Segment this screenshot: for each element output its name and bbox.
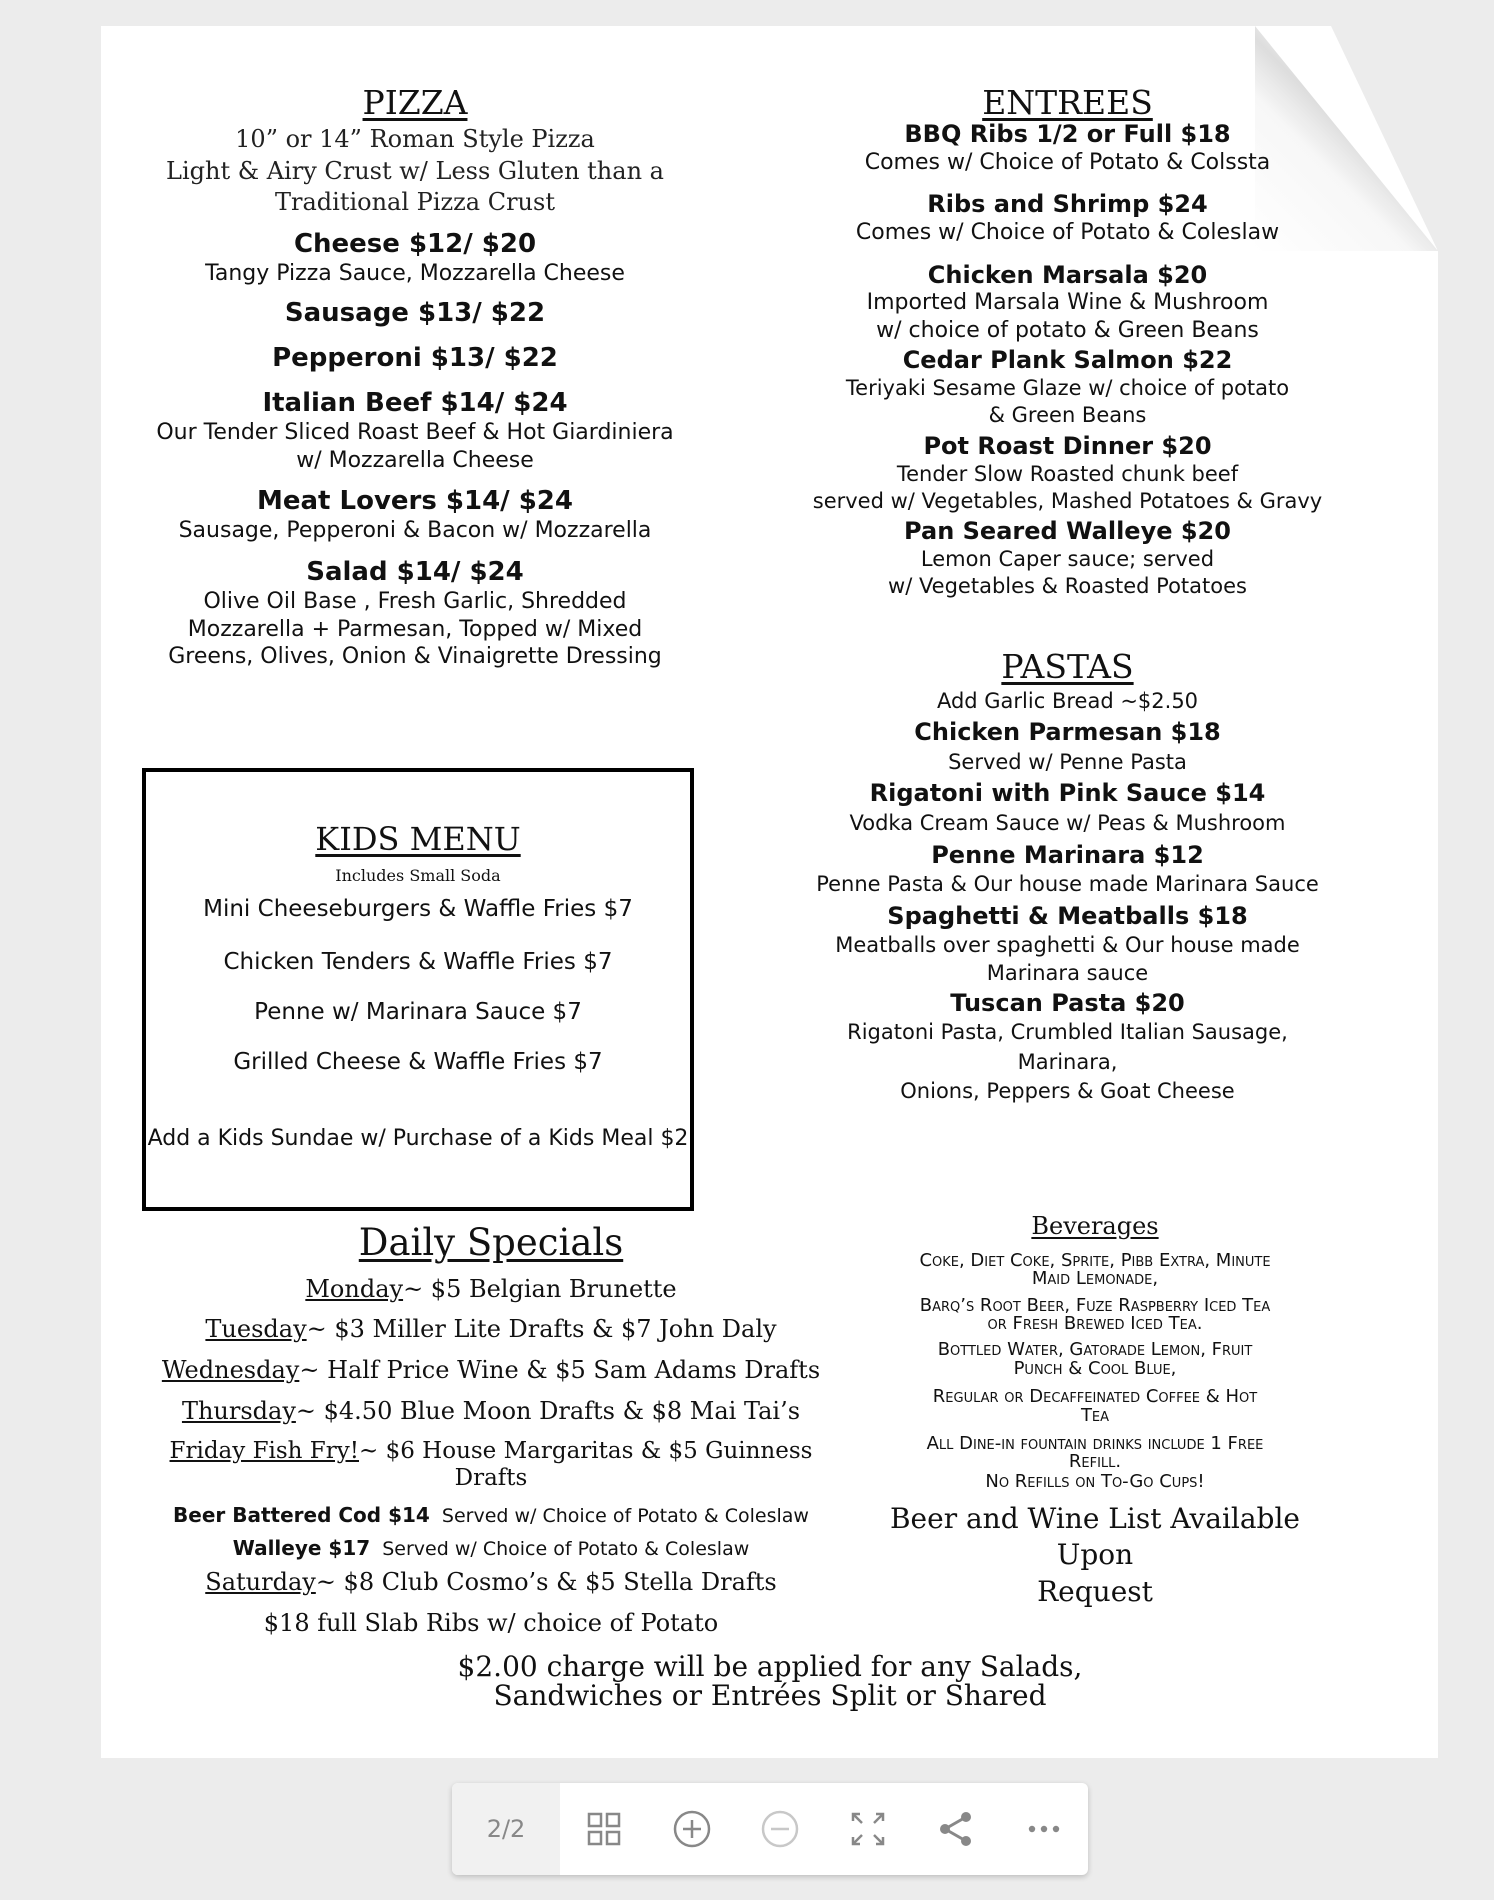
special-line <box>150 1397 832 1426</box>
share-icon <box>937 1810 975 1848</box>
menu-item-desc: Comes w/ Choice of Potato & Coleslaw <box>855 220 1280 246</box>
fish-fry-note: Served w/ Choice of Potato & Coleslaw <box>382 1537 750 1560</box>
menu-item-name: Chicken Parmesan $18 <box>914 718 1221 747</box>
grid-icon <box>586 1811 622 1847</box>
kids-menu-item: Chicken Tenders & Waffle Fries $7 <box>223 949 613 975</box>
zoom-in-button[interactable] <box>648 1783 736 1875</box>
beverage-line: Barq’s Root Beer, Fuze Raspberry Iced Tea <box>919 1294 1271 1316</box>
menu-item-name: Ribs and Shrimp $24 <box>927 190 1208 219</box>
kids-sundae: Add a Kids Sundae w/ Purchase of a Kids Meal $2 <box>147 1126 689 1151</box>
menu-item-desc: Sausage, Pepperoni & Bacon w/ Mozzarella <box>178 518 652 544</box>
menu-item-name: Salad $14/ $24 <box>306 556 524 587</box>
fish-fry-item <box>150 1503 832 1527</box>
menu-item-name: Rigatoni with Pink Sauce $14 <box>869 779 1266 808</box>
more-options-button[interactable] <box>1000 1783 1088 1875</box>
beverage-line: Coke, Diet Coke, Sprite, Pibb Extra, Minute <box>919 1250 1271 1271</box>
kids-menu-note: Includes Small Soda <box>335 866 501 885</box>
beverage-line: Regular or Decaffeinated Coffee & Hot <box>932 1386 1258 1408</box>
special-day: Wednesday <box>161 1356 300 1385</box>
kids-menu-box <box>142 768 694 1211</box>
menu-item-desc: w/ Vegetables & Roasted Potatoes <box>888 574 1247 599</box>
beverage-line: No Refills on To-Go Cups! <box>985 1470 1205 1492</box>
special-text: ~ $4.50 Blue Moon Drafts & $8 Mai Tai’s <box>295 1396 801 1425</box>
menu-item-name: Meat Lovers $14/ $24 <box>257 486 573 517</box>
more-icon <box>1026 1824 1062 1834</box>
special-text: ~ $3 Miller Lite Drafts & $7 John Daly <box>306 1315 777 1344</box>
special-day: Thursday <box>181 1396 296 1425</box>
pastas-section <box>800 648 1335 1106</box>
menu-item-name: Spaghetti & Meatballs $18 <box>887 901 1248 930</box>
special-line <box>150 1315 832 1344</box>
zoom-in-icon <box>672 1809 712 1849</box>
kids-menu-title: KIDS MENU <box>315 820 521 858</box>
beverages-title: Beverages <box>1031 1212 1159 1240</box>
share-button[interactable] <box>912 1783 1000 1875</box>
menu-item-desc: Teriyaki Sesame Glaze w/ choice of potato <box>845 376 1290 401</box>
special-text: ~ $8 Club Cosmo’s & $5 Stella Drafts <box>315 1567 777 1596</box>
menu-item-name: BBQ Ribs 1/2 or Full $18 <box>904 119 1231 148</box>
special-day: Friday Fish Fry! <box>169 1437 359 1464</box>
menu-item-desc: w/ choice of potato & Green Beans <box>876 317 1259 343</box>
beverage-group <box>850 1388 1340 1425</box>
pizza-intro-line: 10” or 14” Roman Style Pizza <box>235 124 595 153</box>
menu-item-desc: Penne Pasta & Our house made Marinara Sauce <box>816 872 1319 897</box>
fish-fry-name: Beer Battered Cod $14 <box>173 1502 430 1527</box>
special-day: Saturday <box>205 1567 316 1596</box>
beverage-line: Tea <box>1080 1404 1110 1426</box>
special-text: ~ Half Price Wine & $5 Sam Adams Drafts <box>299 1356 821 1385</box>
beverage-line: Bottled Water, Gatorade Lemon, Fruit <box>937 1339 1253 1361</box>
pizza-title: PIZZA <box>362 83 468 122</box>
menu-item-desc: Marinara sauce <box>986 961 1149 986</box>
pizza-section <box>130 84 700 671</box>
pastas-note: Add Garlic Bread ~$2.50 <box>936 688 1199 713</box>
menu-item-desc: Onions, Peppers & Goat Cheese <box>900 1078 1235 1103</box>
menu-item-name: Italian Beef $14/ $24 <box>262 388 568 419</box>
special-day: Monday <box>305 1274 404 1303</box>
menu-item-desc: Vodka Cream Sauce w/ Peas & Mushroom <box>849 811 1286 836</box>
beer-wine-line: Beer and Wine List Available Upon <box>889 1501 1301 1572</box>
beverages-section <box>850 1212 1340 1610</box>
special-line <box>150 1568 832 1597</box>
zoom-out-icon <box>760 1809 800 1849</box>
menu-item-desc: Lemon Caper sauce; served <box>920 546 1215 571</box>
page-indicator[interactable]: 2/2 <box>452 1783 560 1875</box>
menu-item-name: Pot Roast Dinner $20 <box>923 431 1212 460</box>
menu-item-name: Pan Seared Walleye $20 <box>904 517 1231 546</box>
beverage-group <box>850 1294 1340 1335</box>
split-charge-line: Sandwiches or Entrées Split or Shared <box>493 1679 1047 1713</box>
menu-item-desc: Comes w/ Choice of Potato & Colssta <box>864 149 1271 175</box>
pizza-intro-line: Light & Airy Crust w/ Less Gluten than a <box>166 156 664 185</box>
fullscreen-icon <box>850 1811 886 1847</box>
beverage-group <box>850 1341 1340 1378</box>
menu-item-name: Penne Marinara $12 <box>931 840 1204 869</box>
menu-item-desc: Served w/ Penne Pasta <box>948 749 1187 774</box>
special-text: ~ $5 Belgian Brunette <box>403 1274 677 1303</box>
beverage-group <box>850 1252 1340 1289</box>
pizza-intro-line: Traditional Pizza Crust <box>275 188 555 217</box>
beverage-group <box>850 1432 1340 1473</box>
beverage-group <box>850 1470 1340 1492</box>
split-charge-note <box>380 1652 1160 1711</box>
daily-specials-section <box>150 1222 832 1638</box>
menu-item-name: Tuscan Pasta $20 <box>950 989 1185 1018</box>
special-line <box>150 1275 832 1304</box>
kids-menu-item: Grilled Cheese & Waffle Fries $7 <box>233 1049 603 1075</box>
fish-fry-item <box>150 1536 832 1560</box>
menu-item-desc: Greens, Olives, Onion & Vinaigrette Dressing <box>168 644 662 670</box>
kids-menu-item: Mini Cheeseburgers & Waffle Fries $7 <box>203 896 633 922</box>
menu-item-desc: w/ Mozzarella Cheese <box>296 447 534 473</box>
menu-item-desc: Imported Marsala Wine & Mushroom <box>866 290 1269 316</box>
fish-fry-note: Served w/ Choice of Potato & Coleslaw <box>441 1504 809 1527</box>
split-charge-line: $2.00 charge will be applied for any Salads, <box>457 1650 1083 1683</box>
beverage-line: Punch & Cool Blue, <box>1013 1357 1177 1379</box>
fish-fry-name: Walleye $17 <box>232 1535 371 1560</box>
menu-item-name: Cheese $12/ $20 <box>293 228 537 259</box>
special-day: Tuesday <box>205 1315 307 1344</box>
special-line <box>150 1356 832 1385</box>
menu-item-name: Chicken Marsala $20 <box>927 260 1208 289</box>
menu-item-desc: Olive Oil Base , Fresh Garlic, Shredded <box>203 589 627 615</box>
daily-specials-title: Daily Specials <box>358 1221 624 1264</box>
beverage-line: All Dine-in fountain drinks include 1 Free <box>926 1432 1264 1454</box>
beer-wine-line: Request <box>1037 1574 1153 1608</box>
entrees-section <box>800 84 1335 601</box>
entrees-title: ENTREES <box>982 83 1153 122</box>
menu-item-desc: Rigatoni Pasta, Crumbled Italian Sausage, Marinara, <box>847 1020 1288 1074</box>
fullscreen-button[interactable] <box>824 1783 912 1875</box>
beverage-line: Refill. <box>1068 1451 1122 1473</box>
menu-item-desc: served w/ Vegetables, Mashed Potatoes & Gravy <box>812 488 1323 513</box>
menu-item-desc: Our Tender Sliced Roast Beef & Hot Giardiniera <box>156 420 674 446</box>
special-line <box>150 1438 832 1493</box>
menu-item-desc: Meatballs over spaghetti & Our house made <box>835 932 1300 957</box>
pastas-title: PASTAS <box>1001 647 1134 686</box>
menu-item-desc: Mozzarella + Parmesan, Topped w/ Mixed <box>187 616 643 642</box>
special-ribs: $18 full Slab Ribs w/ choice of Potato <box>263 1608 719 1637</box>
beverage-line: or Fresh Brewed Iced Tea. <box>987 1313 1203 1335</box>
menu-item-desc: Tender Slow Roasted chunk beef <box>896 461 1239 486</box>
zoom-out-button[interactable] <box>736 1783 824 1875</box>
kids-menu-item: Penne w/ Marinara Sauce $7 <box>254 999 582 1025</box>
viewer-toolbar <box>452 1783 1088 1875</box>
menu-item-name: Pepperoni $13/ $22 <box>272 342 558 373</box>
menu-item-name: Sausage $13/ $22 <box>284 297 546 328</box>
menu-item-name: Cedar Plank Salmon $22 <box>902 346 1233 375</box>
thumbnails-button[interactable] <box>560 1783 648 1875</box>
menu-item-desc: & Green Beans <box>988 403 1147 428</box>
menu-item-desc: Tangy Pizza Sauce, Mozzarella Cheese <box>205 261 625 287</box>
beer-wine-note <box>850 1501 1340 1610</box>
beverage-line: Maid Lemonade, <box>1031 1268 1159 1290</box>
special-text: ~ $6 House Margaritas & $5 Guinness Drafts <box>359 1437 813 1492</box>
